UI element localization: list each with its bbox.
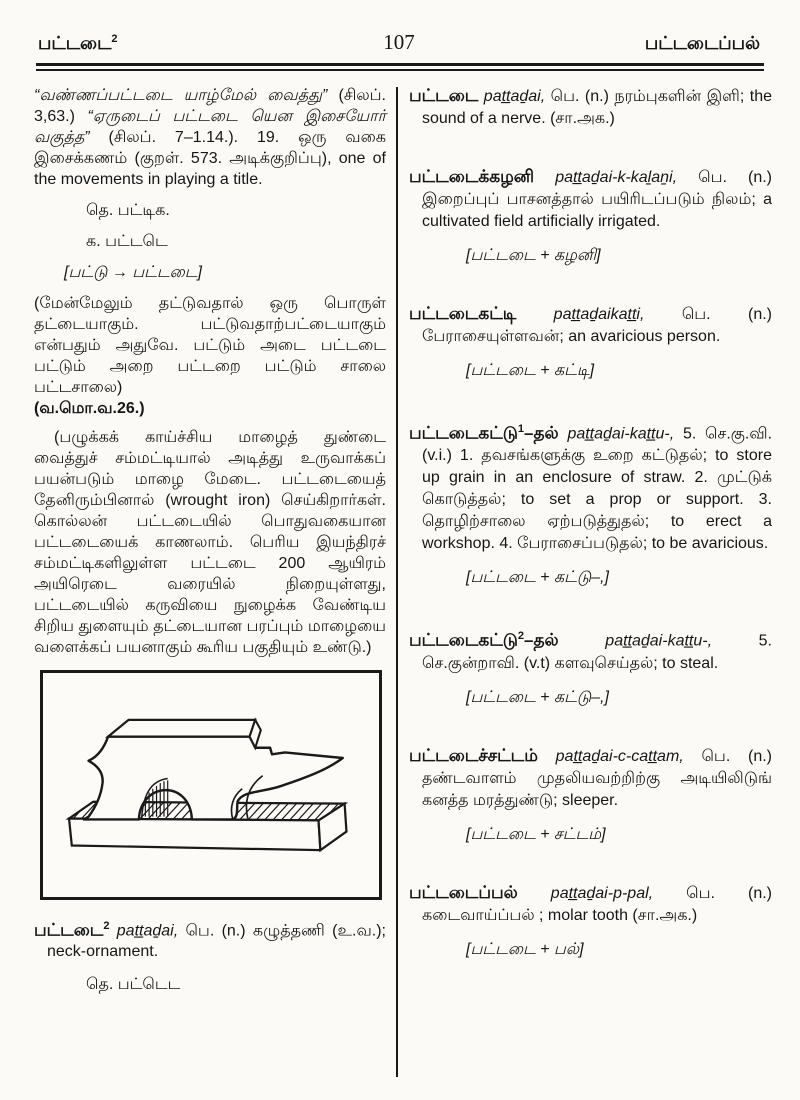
entry-definition: பெ. (n.) பேராசையுள்ளவன்; an avaricious person. bbox=[422, 306, 773, 345]
entry-definition: பெ. (n.) நரம்புகளின் இளி; the sound of a nerve. (சா.அக.) bbox=[422, 88, 772, 127]
dictionary-entry bbox=[409, 625, 772, 708]
dictionary-entry bbox=[409, 745, 772, 846]
entry-transliteration: paṯṯaḏai, bbox=[116, 922, 179, 940]
entry-headword: பட்டடைகட்டு bbox=[409, 630, 518, 650]
entry-headword-superscript: 2 bbox=[103, 920, 110, 932]
entry-definition: 5. செ.கு.வி. (v.i.) 1. தவசங்களுக்கு உறை கட்டுதல்; to store up grain in an enclosure of straw. 2. முட்டுக் கொடுத்தல்; to set a prop or support. 3. தொழிற்சாலை ஏற்படுத்துதல்; to erect a workshop. 4. பேராசைப்படுதல்; to be avaricious. bbox=[422, 425, 773, 553]
anvil-illustration bbox=[47, 677, 375, 893]
dictionary-entry bbox=[409, 303, 772, 382]
entry-headword: பட்டடைகட்டு bbox=[409, 423, 518, 443]
derivation-source: (வ.மொ.வ.26.) bbox=[34, 400, 145, 417]
citation-source-1: (சிலப். 3,63.) bbox=[34, 87, 386, 125]
entry-transliteration: paṯṯaḏaikaṯṯi, bbox=[553, 306, 645, 323]
etymology-line: [பட்டு → பட்டடை] bbox=[64, 264, 202, 281]
entry-transliteration: paṯṯaḏai, bbox=[483, 88, 546, 105]
entry-etymology: [பட்டடை + கட்டு–,] bbox=[466, 688, 609, 706]
paragraph-anvil-description: (பழுக்கக் காய்ச்சிய மாழைத் துண்டை வைத்துச் சம்மட்டியால் அடித்து உருவாக்கப் பயன்படும் மாழை மேடை. பட்டடையைத் தேனிரும்பினால் (wrought iron) செய்கிறார்கள். கொல்லன் பட்டடையில் பொதுவகையான பட்டடையைக் காணலாம். பெரிய இயந்திரச் சம்மட்டிகளிலுள்ள பட்டடை 200 ஆயிரம் அயிரெடை வரையில் நிறையுள்ளது, பட்டடையில் கருவியை நுழைக்க வேண்டிய சிறிய துளையும் தட்டையான பரப்பும் மாழையை வளைக்கப் பயனாகும் கூரிய பகுதியும் உண்டு.) bbox=[34, 429, 386, 656]
entry-headword: பட்டடைப்பல் bbox=[409, 882, 518, 902]
right-column bbox=[407, 85, 772, 1077]
page-number: 107 bbox=[383, 30, 415, 54]
entry-transliteration: paṯṯaḏai-kaṯṯu-, bbox=[567, 425, 675, 443]
citation-rest: (சிலப். 7–1.14.). 19. ஒரு வகை இசைக்கணம் (குறள். 573. அடிக்குறிப்பு), one of the movements in playing a title. bbox=[34, 129, 386, 188]
paragraph-citations bbox=[34, 85, 386, 190]
cognate-line-telugu: தெ. பட்டிக. bbox=[86, 202, 170, 219]
entry-headword: பட்டடைச்சட்டம் bbox=[409, 745, 538, 765]
dictionary-entry bbox=[409, 166, 772, 267]
entry-transliteration: paṯṯaḏai-c-caṯṯam, bbox=[555, 747, 684, 765]
entry-headword: பட்டடைகட்டி bbox=[409, 304, 517, 323]
header-guideword-left bbox=[38, 33, 279, 56]
left-column bbox=[34, 85, 386, 1077]
dictionary-entry bbox=[409, 882, 772, 961]
entry-transliteration: paṯṯaḏai-k-kaḻaṉi, bbox=[555, 169, 678, 186]
entry-transliteration: paṯṯaḏai-p-pal, bbox=[550, 884, 654, 902]
dictionary-entry bbox=[409, 85, 772, 130]
entry-etymology: [பட்டடை + சட்டம்] bbox=[466, 825, 606, 843]
paragraph-derivation-note: (மேன்மேலும் தட்டுவதால் ஒரு பொருள் தட்டையாகும். பட்டுவதாற்பட்டையாகும் என்பதும் அதுவே. பட்டும் அடை பட்டடை பட்டும் அறை பட்டறை பட்டும் சாலை பட்டசாலை) bbox=[34, 295, 386, 396]
entry-definition: 5. செ.குன்றாவி. (v.t) களவுசெய்தல்; to steal. bbox=[422, 632, 772, 672]
header-guideword-left-superscript: 2 bbox=[111, 33, 118, 45]
entry-headword: பட்டடைக்கழனி bbox=[409, 167, 535, 186]
entry-definition: பெ. (n.) இறைப்புப் பாசனத்தால் பயிரிடப்படும் நிலம்; a cultivated field artificially irrigated. bbox=[422, 169, 773, 230]
two-column-body bbox=[0, 71, 800, 1077]
entry-definition: பெ. (n.) தண்டவாளம் முதலியவற்றிற்கு அடியிலிடுங் கனத்த மரத்துண்டு; sleeper. bbox=[422, 747, 773, 809]
page-header bbox=[0, 0, 800, 56]
entry-etymology: [பட்டடை + பல்] bbox=[466, 940, 584, 958]
anvil-base-front bbox=[69, 819, 320, 851]
entry-headword-suffix: –தல் bbox=[524, 630, 559, 650]
cognate-line-telugu: தெ. பட்டெட bbox=[86, 976, 181, 994]
figure-box bbox=[40, 670, 382, 900]
dictionary-entry bbox=[34, 916, 386, 962]
entry-definition: பெ. (n.) கடைவாய்ப்பல் ; molar tooth (சா.அக.) bbox=[422, 884, 772, 924]
entry-headword: பட்டடை bbox=[34, 920, 104, 940]
dictionary-entry bbox=[409, 418, 772, 589]
quoted-citation-2: “ஏருடைப் பட்டடை யென இசையோர் வகுத்த” bbox=[34, 108, 386, 146]
entry-headword: பட்டடை bbox=[409, 86, 479, 105]
entry-etymology: [பட்டடை + கட்டி] bbox=[466, 362, 595, 379]
anvil-top-face bbox=[108, 720, 255, 737]
quoted-citation-1: “வண்ணப்பட்டடை யாழ்மேல் வைத்து” bbox=[34, 87, 328, 104]
entry-etymology: [பட்டடை + கழனி] bbox=[466, 247, 601, 264]
entry-transliteration: paṯṯaḏai-kaṯṯu-, bbox=[605, 632, 713, 650]
header-guideword-right: பட்டடைப்பல் bbox=[644, 33, 761, 53]
entry-headword-superscript: 2 bbox=[517, 630, 525, 643]
entry-etymology: [பட்டடை + கட்டு–,] bbox=[466, 569, 609, 587]
header-rule bbox=[36, 63, 764, 71]
entry-headword-suffix: –தல் bbox=[524, 423, 559, 443]
column-divider bbox=[396, 87, 398, 1077]
entry-definition: பெ. (n.) கழுத்தணி (உ.வ.); neck-ornament. bbox=[47, 922, 386, 961]
entry-headword-superscript: 1 bbox=[517, 423, 525, 435]
cognate-line-kannada: க. பட்டடெ bbox=[86, 233, 168, 250]
header-guideword-left-text: பட்டடை bbox=[38, 33, 112, 53]
